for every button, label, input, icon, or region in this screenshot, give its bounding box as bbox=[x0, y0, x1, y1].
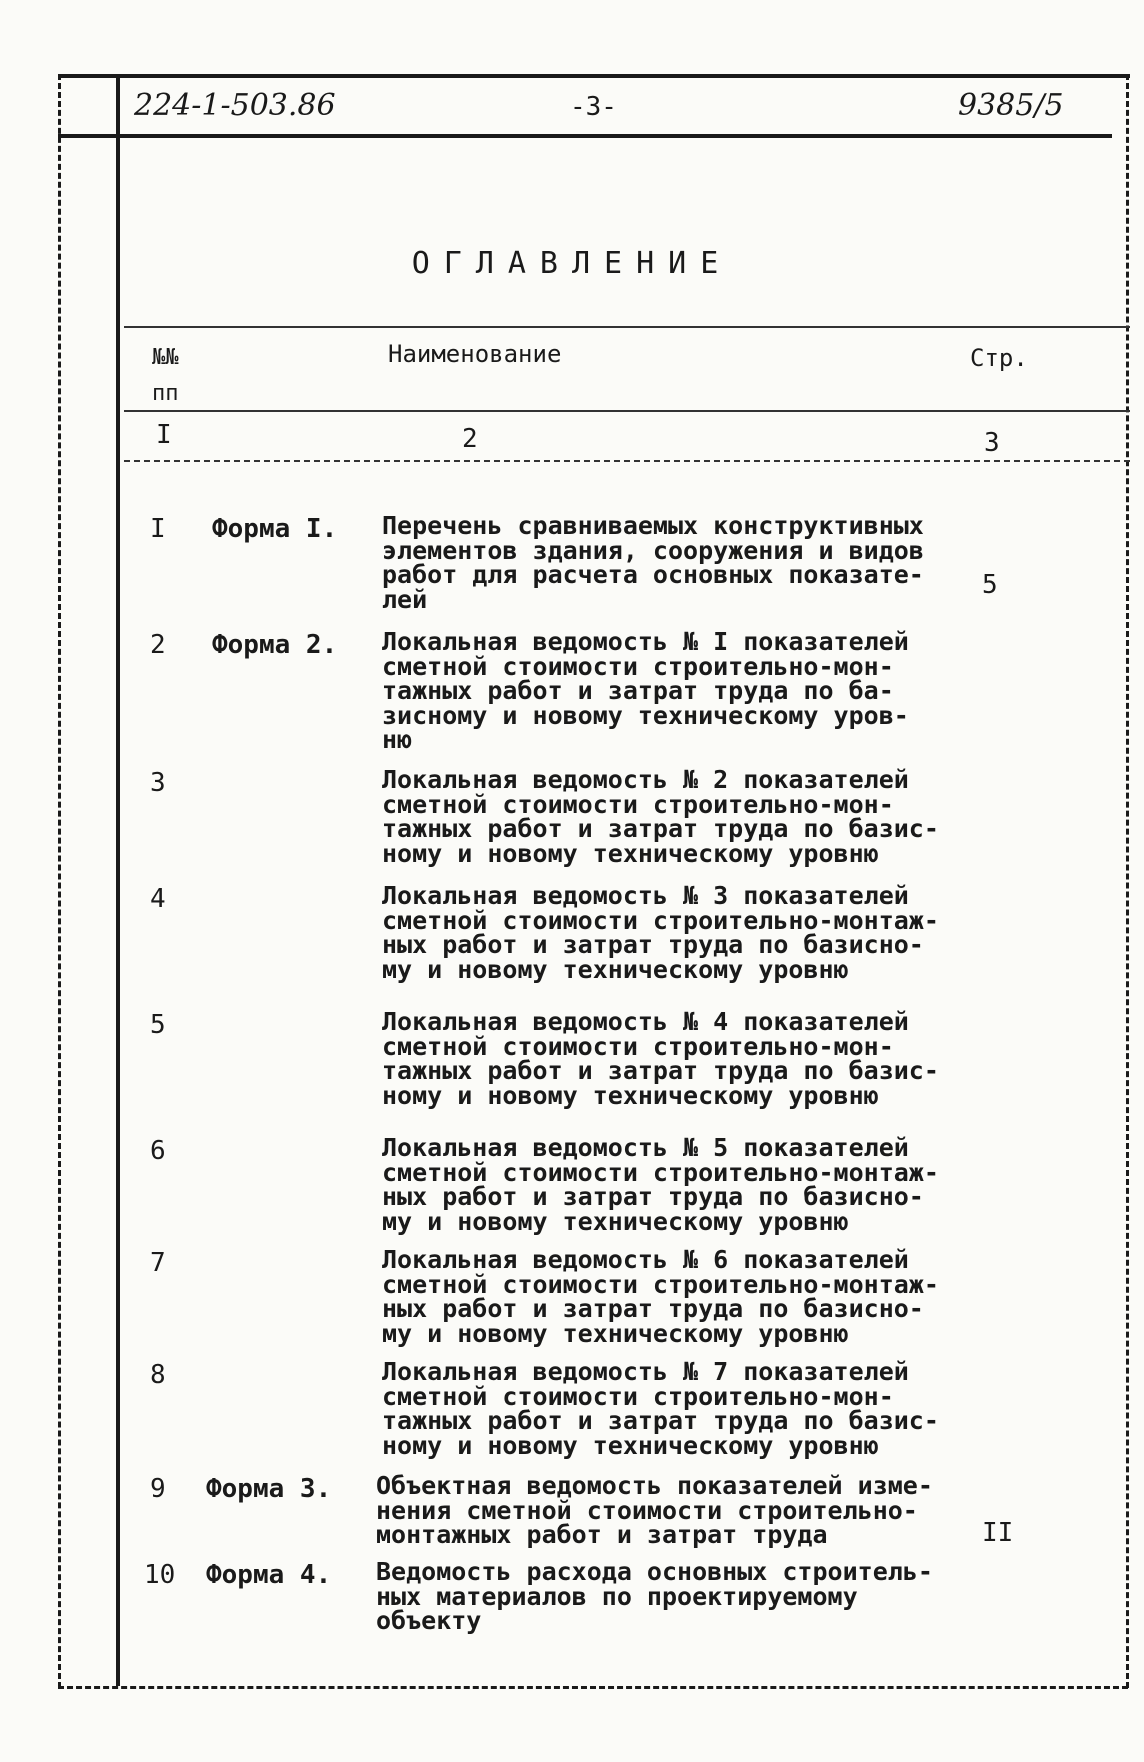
row-name: Локальная ведомость № I показателей сметной стоимости строительно-мон- тажных работ и затрат труда по ба- зисному и новому техническому уров- ню bbox=[382, 627, 909, 754]
header-rule bbox=[58, 134, 1112, 138]
row-number: 8 bbox=[150, 1360, 166, 1390]
frame-left-border bbox=[58, 74, 61, 1688]
row-page: II bbox=[982, 1518, 1014, 1548]
row-name: Ведомость расхода основных строитель- ных материалов по проектируемому объекту bbox=[376, 1557, 933, 1635]
row-number: 2 bbox=[150, 630, 166, 660]
column-numbers-rule bbox=[124, 460, 1130, 462]
header-separator-rule bbox=[124, 410, 1130, 412]
column-header-number-line1: №№ bbox=[152, 345, 179, 370]
frame-right-border bbox=[1126, 74, 1129, 1688]
column-header-number-line2: пп bbox=[152, 381, 179, 406]
row-number: I bbox=[150, 514, 166, 544]
row-number: 3 bbox=[150, 768, 166, 798]
row-form: Форма 2. bbox=[212, 630, 338, 660]
page-title: ОГЛАВЛЕНИЕ bbox=[411, 246, 733, 281]
document-ref: 9385/5 bbox=[958, 88, 1064, 123]
row-page: 5 bbox=[982, 570, 998, 600]
row-form: Форма 4. bbox=[206, 1560, 332, 1590]
row-name: Локальная ведомость № 7 показателей сметной стоимости строительно-мон- тажных работ и затрат труда по базис- ному и новому техническому уровню bbox=[382, 1357, 939, 1460]
table-top-rule bbox=[124, 326, 1130, 328]
row-number: 9 bbox=[150, 1474, 166, 1504]
column-number-1: I bbox=[156, 420, 172, 450]
row-name: Локальная ведомость № 4 показателей сметной стоимости строительно-мон- тажных работ и затрат труда по базис- ному и новому техническому уровню bbox=[382, 1007, 939, 1110]
row-name: Локальная ведомость № 3 показателей сметной стоимости строительно-монтаж- ных работ и затрат труда по базисно- му и новому техническому уровню bbox=[382, 881, 939, 984]
binding-margin-line bbox=[116, 74, 120, 1686]
column-header-name: Наименование bbox=[388, 340, 562, 368]
frame-top-border bbox=[58, 74, 1130, 78]
row-number: 4 bbox=[150, 884, 166, 914]
row-name: Перечень сравниваемых конструктивных элементов здания, сооружения и видов работ для расчета основных показате- лей bbox=[382, 511, 924, 614]
document-code: 224-1-503.86 bbox=[134, 88, 336, 123]
column-number-2: 2 bbox=[462, 424, 478, 454]
row-name: Объектная ведомость показателей изме- нения сметной стоимости строительно- монтажных работ и затрат труда bbox=[376, 1471, 933, 1549]
page-number: -3- bbox=[570, 92, 617, 122]
frame-bottom-border bbox=[58, 1686, 1128, 1689]
row-name: Локальная ведомость № 5 показателей сметной стоимости строительно-монтаж- ных работ и затрат труда по базисно- му и новому техническому уровню bbox=[382, 1133, 939, 1236]
row-form: Форма I. bbox=[212, 514, 338, 544]
row-number: 10 bbox=[144, 1560, 176, 1590]
row-number: 5 bbox=[150, 1010, 166, 1040]
row-number: 7 bbox=[150, 1248, 166, 1278]
row-name: Локальная ведомость № 6 показателей сметной стоимости строительно-монтаж- ных работ и затрат труда по базисно- му и новому техническому уровню bbox=[382, 1245, 939, 1348]
column-header-number bbox=[152, 340, 212, 412]
column-number-3: 3 bbox=[984, 428, 1000, 458]
column-header-page: Стр. bbox=[970, 344, 1028, 372]
row-name: Локальная ведомость № 2 показателей сметной стоимости строительно-мон- тажных работ и затрат труда по базис- ному и новому техническому уровню bbox=[382, 765, 939, 868]
row-form: Форма 3. bbox=[206, 1474, 332, 1504]
row-number: 6 bbox=[150, 1136, 166, 1166]
